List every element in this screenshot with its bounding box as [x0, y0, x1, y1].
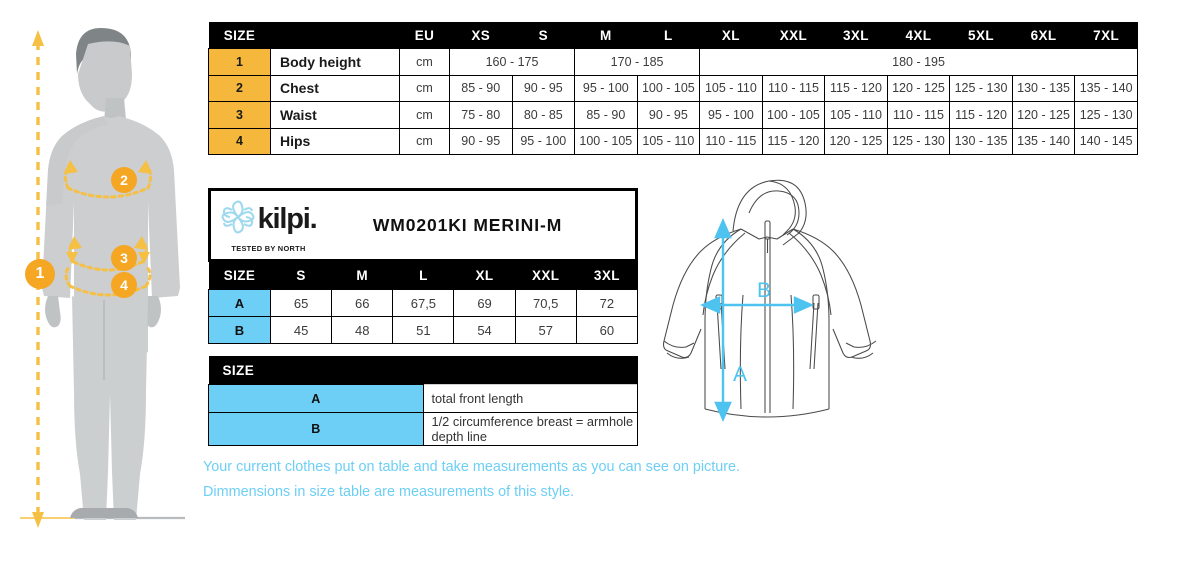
- size-cell: 90 - 95: [450, 128, 513, 155]
- size-cell: 110 - 115: [762, 75, 825, 102]
- legend-row-text: 1/2 circumference breast = armhole depth line: [423, 413, 638, 446]
- col-header-xxl: XXL: [779, 27, 808, 43]
- measurement-legend-table: [208, 356, 638, 446]
- ab-cell: 60: [576, 317, 637, 344]
- size-cell: 100 - 105: [637, 75, 700, 102]
- ab-col-header-s: S: [296, 268, 306, 283]
- legend-row-key: A: [209, 385, 424, 413]
- size-row-label: Waist: [271, 102, 400, 129]
- col-header-size: SIZE: [223, 27, 256, 43]
- instruction-line-1: Your current clothes put on table and take measurements as you can see on picture.: [203, 459, 741, 475]
- legend-col-header-size: SIZE: [222, 362, 255, 378]
- size-cell: 180 - 195: [700, 49, 1138, 76]
- col-header-7xl: 7XL: [1093, 27, 1120, 43]
- size-cell: 85 - 90: [575, 102, 638, 129]
- legend-table-grid: [208, 356, 638, 446]
- ab-row-key: A: [209, 290, 271, 317]
- legend-header-row: [209, 356, 638, 385]
- ab-col-header-3xl: 3XL: [593, 268, 620, 283]
- ab-cell: 65: [271, 290, 332, 317]
- size-cell: 100 - 105: [762, 102, 825, 129]
- table-row: [209, 49, 1138, 76]
- size-cell: 100 - 105: [575, 128, 638, 155]
- ab-col-header-xl: XL: [475, 268, 494, 283]
- size-cell: 80 - 85: [512, 102, 575, 129]
- marker-3-waist: 3: [111, 245, 137, 271]
- size-cell: 125 - 130: [1075, 102, 1138, 129]
- size-cell: 135 - 140: [1075, 75, 1138, 102]
- size-cell: 75 - 80: [450, 102, 513, 129]
- jacket-label-a: A: [733, 363, 748, 386]
- size-cell: 130 - 135: [950, 128, 1013, 155]
- size-row-unit: cm: [400, 75, 450, 102]
- jacket-measurement-diagram: [645, 175, 895, 445]
- ab-cell: 66: [332, 290, 393, 317]
- table-row: [209, 102, 1138, 129]
- table-row: [209, 290, 638, 317]
- marker-1-body-height: 1: [25, 259, 55, 289]
- size-cell: 110 - 115: [887, 102, 950, 129]
- col-header-m: M: [600, 27, 612, 43]
- size-row-label: Chest: [271, 75, 400, 102]
- size-row-unit: cm: [400, 102, 450, 129]
- size-cell: 125 - 130: [950, 75, 1013, 102]
- legend-row-text: total front length: [423, 385, 638, 413]
- ab-col-header-size: SIZE: [223, 268, 256, 283]
- ab-row-key: B: [209, 317, 271, 344]
- col-header-l: L: [664, 27, 673, 43]
- kilpi-knot-icon: [221, 198, 255, 241]
- instruction-line-2: Dimmensions in size table are measurements of this style.: [203, 484, 575, 500]
- col-header-4xl: 4XL: [905, 27, 932, 43]
- jacket-label-b: B: [757, 279, 772, 302]
- size-cell: 85 - 90: [450, 75, 513, 102]
- legend-row-key: B: [209, 413, 424, 446]
- size-row-number: 3: [209, 102, 271, 129]
- brand-logo: [211, 198, 326, 253]
- size-cell: 160 - 175: [450, 49, 575, 76]
- size-row-unit: cm: [400, 128, 450, 155]
- table-row: [209, 75, 1138, 102]
- size-cell: 95 - 100: [512, 128, 575, 155]
- size-row-label: Body height: [271, 49, 400, 76]
- col-header-xl: XL: [721, 27, 740, 43]
- ab-cell: 51: [393, 317, 454, 344]
- ab-cell: 54: [454, 317, 515, 344]
- size-cell: 130 - 135: [1012, 75, 1075, 102]
- ab-col-header-l: L: [419, 268, 428, 283]
- size-cell: 105 - 110: [825, 102, 888, 129]
- body-measurement-figure: [0, 0, 200, 545]
- size-cell: 120 - 125: [825, 128, 888, 155]
- ab-col-header-m: M: [356, 268, 369, 283]
- col-header-xs: XS: [471, 27, 491, 43]
- size-cell: 120 - 125: [1012, 102, 1075, 129]
- body-size-table: [208, 22, 1138, 155]
- ab-cell: 70,5: [515, 290, 576, 317]
- col-header-6xl: 6XL: [1030, 27, 1057, 43]
- size-row-number: 2: [209, 75, 271, 102]
- size-cell: 140 - 145: [1075, 128, 1138, 155]
- table-row: [209, 385, 638, 413]
- col-header-s: S: [538, 27, 548, 43]
- size-cell: 170 - 185: [575, 49, 700, 76]
- size-cell: 105 - 110: [700, 75, 763, 102]
- marker-4-hips: 4: [111, 272, 137, 298]
- size-row-number: 4: [209, 128, 271, 155]
- ab-cell: 57: [515, 317, 576, 344]
- size-row-unit: cm: [400, 49, 450, 76]
- size-cell: 120 - 125: [887, 75, 950, 102]
- garment-measurement-table: [208, 262, 638, 344]
- ab-cell: 45: [271, 317, 332, 344]
- size-cell: 115 - 120: [950, 102, 1013, 129]
- ab-cell: 72: [576, 290, 637, 317]
- ab-table-grid: [208, 262, 638, 344]
- size-table-grid: [208, 22, 1138, 155]
- table-row: [209, 128, 1138, 155]
- brand-tagline: TESTED BY NORTH: [231, 243, 306, 253]
- ab-col-header-xxl: XXL: [531, 268, 560, 283]
- size-cell: 125 - 130: [887, 128, 950, 155]
- size-cell: 135 - 140: [1012, 128, 1075, 155]
- product-code-title: WM0201KI MERINI-M: [372, 214, 563, 235]
- size-cell: 90 - 95: [512, 75, 575, 102]
- table-row: [209, 413, 638, 446]
- size-cell: 105 - 110: [637, 128, 700, 155]
- ab-cell: 48: [332, 317, 393, 344]
- col-header-measure: [271, 22, 400, 49]
- ab-cell: 67,5: [393, 290, 454, 317]
- brand-name: kilpi.: [257, 202, 317, 235]
- col-header-eu: EU: [414, 27, 435, 43]
- ab-table-header-row: [209, 262, 638, 290]
- ab-cell: 69: [454, 290, 515, 317]
- size-cell: 110 - 115: [700, 128, 763, 155]
- size-cell: 95 - 100: [700, 102, 763, 129]
- size-cell: 95 - 100: [575, 75, 638, 102]
- col-header-5xl: 5XL: [968, 27, 994, 43]
- size-cell: 115 - 120: [825, 75, 888, 102]
- size-cell: 115 - 120: [762, 128, 825, 155]
- marker-2-chest: 2: [111, 167, 137, 193]
- instructions-block: [203, 455, 903, 505]
- col-header-3xl: 3XL: [842, 27, 869, 43]
- table-row: [209, 317, 638, 344]
- size-cell: 90 - 95: [637, 102, 700, 129]
- size-row-number: 1: [209, 49, 271, 76]
- size-row-label: Hips: [271, 128, 400, 155]
- size-table-header-row: [209, 22, 1138, 49]
- brand-product-bar: [208, 188, 638, 262]
